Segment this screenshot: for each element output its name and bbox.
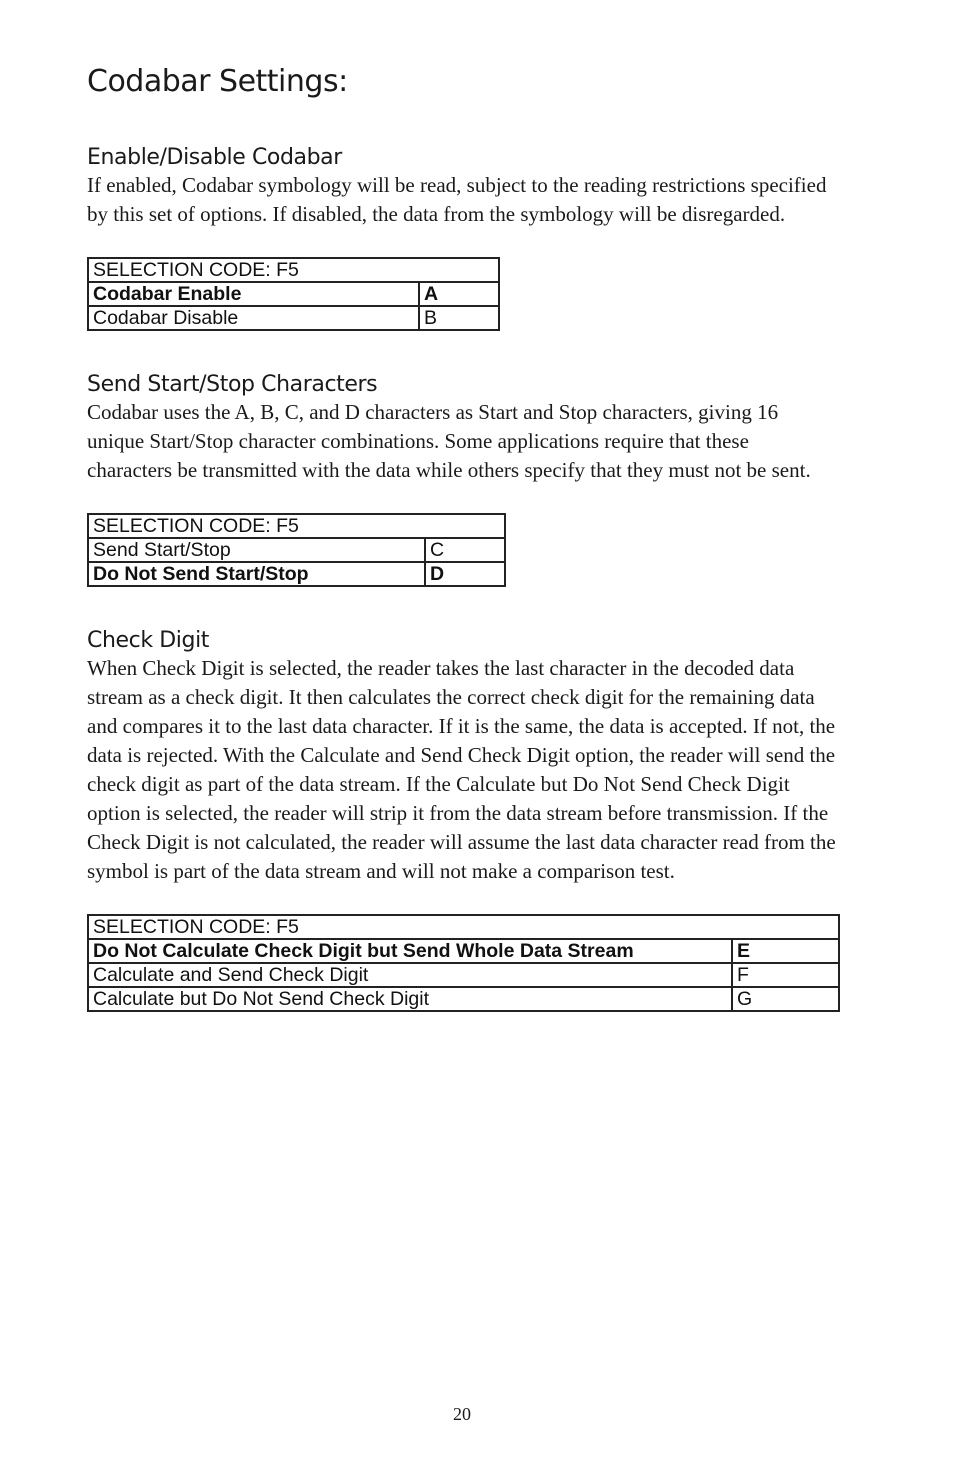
- section-title: Enable/Disable Codabar: [87, 145, 342, 170]
- option-label: Send Start/Stop: [88, 538, 425, 562]
- section-enable-disable-codabar: [87, 144, 847, 331]
- option-label: Do Not Send Start/Stop: [88, 562, 425, 586]
- selection-code-header: SELECTION CODE: F5: [88, 258, 499, 282]
- option-code: G: [732, 987, 839, 1011]
- section-paragraph: Codabar uses the A, B, C, and D characters as Start and Stop characters, giving 16 unique Start/Stop character combinations. Some applications require that these characters be transmitted with the data while others specify that they must not be sent.: [87, 400, 811, 482]
- table-row: [88, 963, 839, 987]
- section-check-digit: [87, 627, 847, 1012]
- table-row: [88, 282, 499, 306]
- option-code: B: [419, 306, 499, 330]
- table-row: [88, 987, 839, 1011]
- option-code: A: [419, 282, 499, 306]
- section-title: Check Digit: [87, 628, 210, 653]
- table-row: [88, 562, 505, 586]
- option-label: Calculate but Do Not Send Check Digit: [88, 987, 732, 1011]
- selection-code-header: SELECTION CODE: F5: [88, 915, 839, 939]
- option-code: C: [425, 538, 505, 562]
- page-number: 20: [453, 1404, 471, 1424]
- option-code: F: [732, 963, 839, 987]
- option-code: D: [425, 562, 505, 586]
- selection-code-header: SELECTION CODE: F5: [88, 514, 505, 538]
- selection-table: [87, 513, 506, 587]
- section-title: Send Start/Stop Characters: [87, 372, 378, 397]
- page-title: Codabar Settings:: [87, 64, 348, 99]
- option-label: Calculate and Send Check Digit: [88, 963, 732, 987]
- table-row: [88, 538, 505, 562]
- section-paragraph: If enabled, Codabar symbology will be read, subject to the reading restrictions specified by this set of options. If disabled, the data from the symbology will be disregarded.: [87, 173, 827, 226]
- option-code: E: [732, 939, 839, 963]
- table-row: [88, 306, 499, 330]
- table-row: [88, 939, 839, 963]
- section-send-start-stop: [87, 371, 847, 587]
- option-label: Do Not Calculate Check Digit but Send Whole Data Stream: [88, 939, 732, 963]
- option-label: Codabar Disable: [88, 306, 419, 330]
- selection-table: [87, 914, 840, 1012]
- option-label: Codabar Enable: [88, 282, 419, 306]
- page-content: [87, 62, 847, 1012]
- section-paragraph: When Check Digit is selected, the reader takes the last character in the decoded data stream as a check digit. It then calculates the correct check digit for the remaining data and compares it to the last data character. If it is the same, the data is accepted. If not, the data is rejected. With the Calculate and Send Check Digit option, the reader will send the check digit as part of the data stream. If the Calculate but Do Not Send Check Digit option is selected, the reader will strip it from the data stream before transmission. If the Check Digit is not calculated, the reader will assume the last data character read from the symbol is part of the data stream and will not make a comparison test.: [87, 656, 836, 883]
- selection-table: [87, 257, 500, 331]
